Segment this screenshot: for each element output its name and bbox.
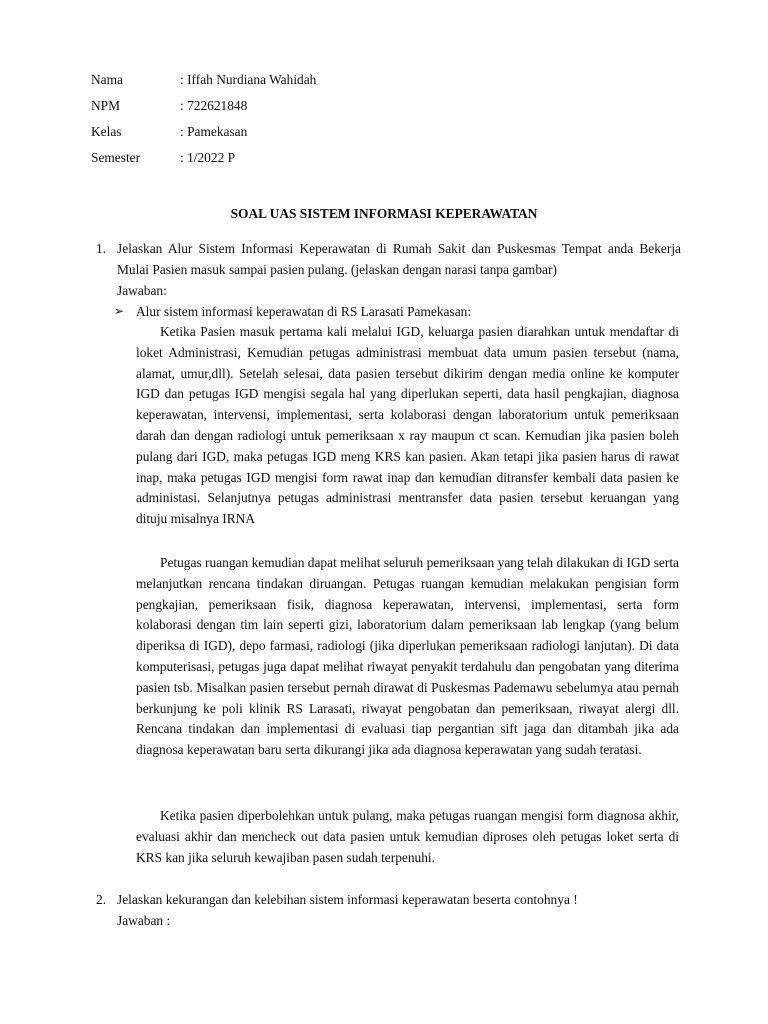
question-text: Jelaskan kekurangan dan kelebihan sistem informasi keperawatan beserta contohnya ! [117,892,578,907]
answer-bullet [114,301,681,322]
answer-paragraph: Petugas ruangan kemudian dapat melihat seluruh pemeriksaan yang telah dilakukan di IGD serta melanjutkan rencana tindakan diruangan. Petugas ruangan kemudian melakukan pengisian form pengkajian, pemeriksaan fisik, diagnosa keperawatan, intervensi, implementasi, serta form kolaborasi dengan tim lain seperti gizi, laboratorium dalam pemeriksaan lab lengkap (yang belum diperiksa di IGD), depo farmasi, radiologi (jika diperlukan pemeriksaan radiologi lanjutan). Di data komputerisasi, petugas juga dapat melihat riwayat penyakit terdahulu dan pengobatan yang diterima pasien tsb. Misalkan pasien tersebut pernah dirawat di Puskesmas Pademawu sebelumya atau pernah berkunjung ke poli klinik RS Larasati, riwayat pengobatan dan pemeriksaan, riwayat alergi dll. Rencana tindakan dan implementasi di evaluasi tiap pergantian sift jaga dan ditambah jika ada diagnosa keperawatan baru serta dikurangi jika ada diagnosa keperawatan yang sudah teratasi. [136,555,679,758]
arrow-bullet-icon: ➢ [114,304,125,318]
student-info [91,70,316,174]
document-title: SOAL UAS SISTEM INFORMASI KEPERAWATAN [230,206,538,221]
answer-label: Jawaban: [117,283,167,298]
info-label: NPM [91,98,121,113]
question-number: 2. [96,892,107,907]
question-2 [96,889,681,931]
question-1 [96,238,681,301]
bullet-heading: Alur sistem informasi keperawatan di RS Larasati Pamekasan: [136,304,472,319]
info-value: : Pamekasan [180,124,248,139]
answer-paragraph: Ketika pasien diperbolehkan untuk pulang, maka petugas ruangan mengisi form diagnosa akhir, evaluasi akhir dan mencheck out data pasien untuk kemudian diproses oleh petugas loket serta di KRS kan jika seluruh kewajiban pasen sudah terpenuhi. [136,808,679,865]
question-text: Jelaskan Alur Sistem Informasi Keperawatan di Rumah Sakit dan Puskesmas Tempat anda Bekerja Mulai Pasien masuk sampai pasien pulang. (jelaskan dengan narasi tanpa gambar) [117,241,681,277]
info-label: Kelas [91,124,122,139]
info-row-class [91,122,316,148]
info-label: Nama [91,72,123,87]
info-value: : 1/2022 P [180,150,236,165]
answer-label: Jawaban : [117,913,171,928]
info-value: : Iffah Nurdiana Wahidah [180,72,317,87]
question-number: 1. [96,241,107,256]
info-value: : 722621848 [180,98,248,113]
info-row-npm [91,96,316,122]
answer-paragraph: Ketika Pasien masuk pertama kali melalui IGD, keluarga pasien diarahkan untuk mendaftar di loket Administrasi, Kemudian petugas administrasi membuat data umum pasien tersebut (nama, alamat, umur,dll). Setelah selesai, data pasien tersebut dikirim dengan media online ke komputer IGD dan petugas IGD mengisi segala hal yang diperlukan seperti, data hasil pengkajian, diagnosa keperawatan, intervensi, implementasi, serta kolaborasi dengan laboratorium untuk pemeriksaan darah dan dengan radiologi untuk pemeriksaan x ray maupun ct scan. Kemudian jika pasien boleh pulang dari IGD, maka petugas IGD meng KRS kan pasien. Akan tetapi jika pasien harus di rawat inap, maka petugas IGD mengisi form rawat inap dan kemudian ditransfer kembali data pasien ke administasi. Selanjutnya petugas administrasi mentransfer data pasien tersebut keruangan yang dituju misalnya IRNA [136,324,679,527]
info-row-semester [91,148,316,174]
info-row-name [91,70,316,96]
info-label: Semester [91,150,141,165]
